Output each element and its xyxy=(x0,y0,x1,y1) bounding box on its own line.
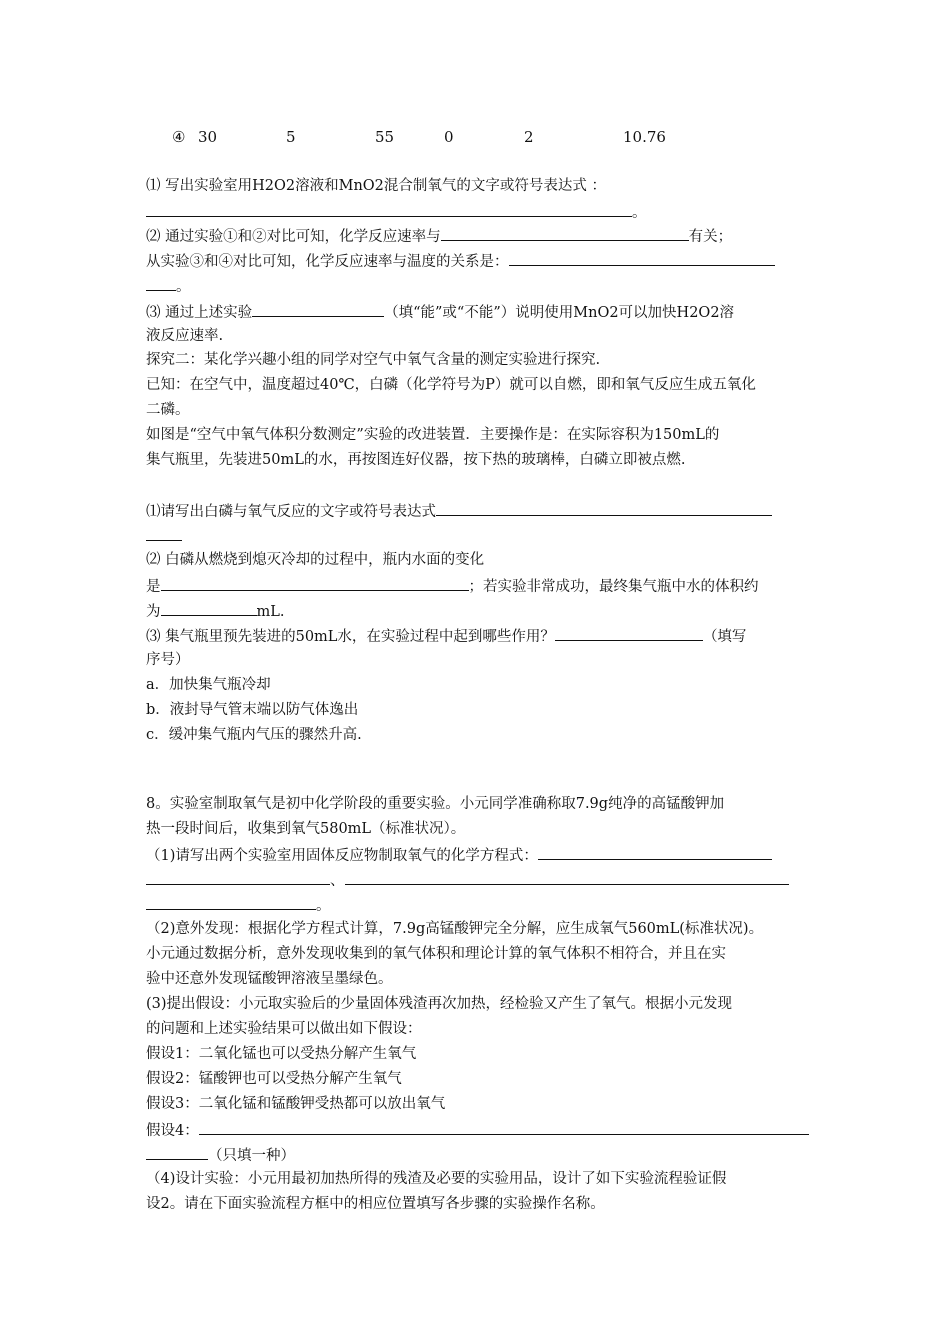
answer-blank[interactable] xyxy=(146,1144,208,1160)
p1-q2a: ⑵ 通过实验①和②对比可知，化学反应速率与 有关； xyxy=(146,225,732,247)
p2-q1: ⑴请写出白磷与氧气反应的文字或符号表达式 xyxy=(146,500,772,522)
p2-known-b: 二磷。 xyxy=(146,402,190,418)
p2-option-c: c．缓冲集气瓶内气压的骤然升高. xyxy=(146,727,362,743)
q8-s1: （1)请写出两个实验室用固体反应物制取氧气的化学方程式： xyxy=(146,844,772,866)
answer-blank[interactable] xyxy=(146,894,316,910)
p2-q1-cont xyxy=(146,525,182,547)
q8-hypothesis-1: 假设1：二氧化锰也可以受热分解产生氧气 xyxy=(146,1046,417,1062)
answer-blank[interactable] xyxy=(509,250,775,266)
table-cell-6: 10.76 xyxy=(623,128,666,146)
q8-intro-a: 8。实验室制取氧气是初中化学阶段的重要实验。小元同学准确称取7.9g纯净的高锰酸钾加 xyxy=(146,796,725,812)
q8-hypothesis-4: 假设4： xyxy=(146,1119,809,1141)
answer-blank[interactable] xyxy=(441,225,689,241)
table-cell-1: 30 xyxy=(198,128,218,146)
p1-q1-answer: 。 xyxy=(146,201,647,223)
answer-blank[interactable] xyxy=(146,275,176,291)
q8-s3b: 的问题和上述实验结果可以做出如下假设： xyxy=(146,1021,422,1037)
p1-q3b: 液反应速率. xyxy=(146,328,224,344)
p2-option-a: a．加快集气瓶冷却 xyxy=(146,677,271,693)
q8-intro-b: 热一段时间后，收集到氧气580mL（标准状况）。 xyxy=(146,821,466,837)
answer-blank[interactable] xyxy=(345,869,789,885)
p2-q2b: 是 ；若实验非常成功，最终集气瓶中水的体积约 xyxy=(146,575,759,597)
answer-blank[interactable] xyxy=(161,600,257,616)
q8-s1-cont: 、 xyxy=(146,869,789,891)
p2-option-b: b．液封导气管末端以防气体逸出 xyxy=(146,702,359,718)
answer-blank[interactable] xyxy=(555,625,703,641)
p1-q2b-cont: 。 xyxy=(146,275,191,297)
q8-s3a: (3)提出假设：小元取实验后的少量固体残渣再次加热，经检验又产生了氧气。根据小元发现 xyxy=(146,996,733,1012)
answer-blank[interactable] xyxy=(436,500,772,516)
table-row-label: ④ xyxy=(172,128,186,146)
p2-heading: 探究二：某化学兴趣小组的同学对空气中氧气含量的测定实验进行探究. xyxy=(146,352,601,368)
p2-intro-b: 集气瓶里，先装进50mL的水，再按图连好仪器，按下热的玻璃棒，白磷立即被点燃. xyxy=(146,452,686,468)
q8-s2a: （2)意外发现：根据化学方程式计算，7.9g高锰酸钾完全分解，应生成氧气560mL(标准状况)。 xyxy=(146,921,764,937)
q8-s2b: 小元通过数据分析，意外发现收集到的氧气体积和理论计算的氧气体积不相符合，并且在实 xyxy=(146,946,726,962)
answer-blank[interactable] xyxy=(538,844,772,860)
p2-known-a: 已知：在空气中，温度超过40℃，白磷（化学符号为P）就可以自燃，即和氧气反应生成五氧化 xyxy=(146,377,756,393)
q8-s4b: 设2。请在下面实验流程方框中的相应位置填写各步骤的实验操作名称。 xyxy=(146,1196,605,1212)
p1-q3a: ⑶ 通过上述实验 （填“能”或“不能”）说明使用MnO2可以加快H2O2溶 xyxy=(146,301,734,323)
p2-q2c: 为 mL. xyxy=(146,600,285,622)
answer-blank[interactable] xyxy=(146,525,182,541)
p2-q3a: ⑶ 集气瓶里预先装进的50mL水，在实验过程中起到哪些作用？ （填写 xyxy=(146,625,746,647)
p1-q2b: 从实验③和④对比可知，化学反应速率与温度的关系是： xyxy=(146,250,775,272)
answer-blank[interactable] xyxy=(199,1119,809,1135)
table-cell-4: 0 xyxy=(444,128,454,146)
q8-s1-end: 。 xyxy=(146,894,331,916)
table-cell-5: 2 xyxy=(524,128,534,146)
p2-q3b: 序号） xyxy=(146,652,190,668)
answer-blank[interactable] xyxy=(252,301,384,317)
answer-blank[interactable] xyxy=(146,201,632,217)
p1-q1: ⑴ 写出实验室用H2O2溶液和MnO2混合制氧气的文字或符号表达式 ： xyxy=(146,178,606,194)
answer-blank[interactable] xyxy=(161,575,469,591)
q8-s2c: 验中还意外发现锰酸钾溶液呈墨绿色。 xyxy=(146,971,393,987)
table-cell-3: 55 xyxy=(375,128,395,146)
answer-blank[interactable] xyxy=(146,869,330,885)
q8-hypothesis-2: 假设2：锰酸钾也可以受热分解产生氧气 xyxy=(146,1071,402,1087)
p2-q2a: ⑵ 白磷从燃烧到熄灭冷却的过程中，瓶内水面的变化 xyxy=(146,552,485,568)
table-cell-2: 5 xyxy=(286,128,296,146)
q8-hypothesis-3: 假设3：二氧化锰和锰酸钾受热都可以放出氧气 xyxy=(146,1096,446,1112)
q8-hypothesis-4-cont: （只填一种） xyxy=(146,1144,295,1166)
q8-s4a: （4)设计实验：小元用最初加热所得的残渣及必要的实验用品，设计了如下实验流程验证假 xyxy=(146,1171,727,1187)
p2-intro-a: 如图是“空气中氧气体积分数测定”实验的改进装置．主要操作是：在实际容积为150mL的 xyxy=(146,427,720,443)
